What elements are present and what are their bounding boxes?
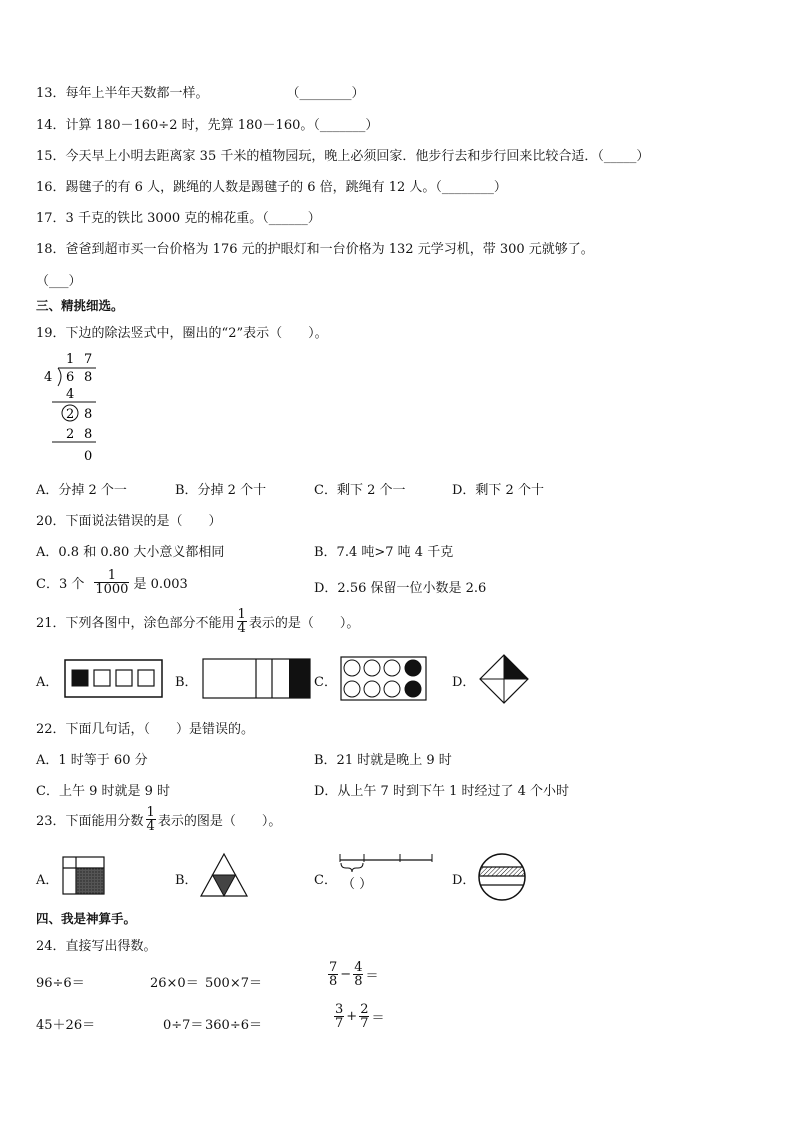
question-23-stem-suffix: 表示的图是（ ）。 [157, 814, 282, 829]
fraction-a [328, 961, 338, 988]
question-13: 13．每年上半年天数都一样。 （________） [36, 86, 365, 101]
fraction-denominator: 8 [329, 974, 338, 989]
calc-26-times-0[interactable]: 26×0＝ [150, 976, 199, 991]
question-18: 18．爸爸到超市买一台价格为 176 元的护眼灯和一台价格为 132 元学习机，带 300 元就够了。 [36, 242, 594, 257]
question-20-option-b[interactable]: B．7.4 吨>7 吨 4 千克 [314, 545, 454, 560]
figure-21d-diamond[interactable] [479, 654, 529, 704]
question-17: 17．3 千克的铁比 3000 克的棉花重。（______） [36, 211, 321, 226]
figure-21b-rectangle-strips[interactable] [202, 658, 312, 700]
question-22-option-d[interactable]: D．从上午 7 时到下午 1 时经过了 4 个小时 [314, 784, 570, 799]
first-product-digit: 4 [66, 387, 75, 402]
question-15: 15．今天早上小明去距离家 35 千米的植物园玩，晚上必须回家．他步行去和步行回来比较合适．（_____） [36, 149, 650, 164]
calc-360-div-6[interactable]: 360÷6＝ [205, 1018, 262, 1033]
quotient-tens-digit: 1 [66, 352, 75, 367]
section-4-heading: 四、我是神算手。 [36, 911, 137, 926]
fraction-one-thousandth [94, 569, 129, 596]
fraction-numerator: 1 [237, 607, 246, 622]
operator: + [346, 1009, 358, 1024]
second-product-ones-digit: 8 [84, 427, 93, 442]
question-20-option-c[interactable] [36, 569, 188, 596]
fraction-denominator: 8 [354, 974, 363, 989]
figure-23b-triangle[interactable] [199, 852, 249, 898]
question-23-label-a[interactable]: A． [36, 873, 59, 888]
quotient-ones-digit: 7 [84, 352, 93, 367]
division-bracket [58, 368, 61, 386]
question-19-option-a[interactable]: A．分掉 2 个一 [36, 483, 127, 498]
fraction-numerator: 7 [329, 960, 338, 975]
figure-23c-segmented-line[interactable] [338, 850, 434, 894]
question-21-label-c[interactable]: C． [314, 675, 337, 690]
calc-45-plus-26[interactable]: 45＋26＝ [36, 1018, 96, 1033]
figure-21c-circles[interactable] [340, 656, 428, 702]
question-18-blank: （___） [36, 274, 82, 289]
fraction-one-quarter [146, 806, 156, 833]
long-division-figure [36, 346, 116, 466]
question-23-label-d[interactable]: D． [452, 873, 476, 888]
question-20-option-a[interactable]: A．0.8 和 0.80 大小意义都相同 [36, 545, 225, 560]
question-14: 14．计算 180－160÷2 时，先算 180－160。（_______） [36, 118, 379, 133]
figure-23a-partitioned-square[interactable] [62, 856, 106, 896]
fraction-b [359, 1003, 369, 1030]
circled-remainder-digit: 2 [66, 407, 75, 422]
question-22-stem: 22．下面几句话，（ ）是错误的。 [36, 722, 255, 737]
question-23-stem-prefix: 23．下面能用分数 [36, 814, 144, 829]
question-19-stem: 19．下边的除法竖式中，圈出的“2”表示（ ）。 [36, 326, 328, 341]
question-22-option-a[interactable]: A．1 时等于 60 分 [36, 753, 148, 768]
fraction-b [353, 961, 363, 988]
question-16: 16．踢毽子的有 6 人，跳绳的人数是踢毽子的 6 倍，跳绳有 12 人。（________） [36, 180, 507, 195]
brought-down-digit: 8 [84, 407, 93, 422]
figure-23d-striped-circle[interactable] [477, 852, 527, 902]
fraction-one-quarter [237, 608, 247, 635]
question-20-stem: 20．下面说法错误的是（ ） [36, 514, 222, 529]
question-21-stem-suffix: 表示的是（ ）。 [248, 616, 360, 631]
calc-96-div-6[interactable]: 96÷6＝ [36, 976, 85, 991]
fraction-numerator: 2 [360, 1002, 369, 1017]
calc-0-div-7[interactable]: 0÷7＝ [163, 1018, 204, 1033]
equals-sign: ＝ [365, 969, 379, 984]
fraction-denominator: 4 [237, 621, 246, 636]
fraction-denominator: 4 [146, 819, 155, 834]
question-23-label-b[interactable]: B． [175, 873, 198, 888]
calc-fraction-3-7-plus-2-7[interactable] [332, 1003, 384, 1030]
brace-blank-label: （ ） [342, 877, 373, 892]
final-remainder-digit: 0 [84, 449, 93, 464]
question-20-option-c-suffix: 是 0.003 [133, 577, 188, 592]
fraction-numerator: 1 [107, 568, 117, 583]
question-20-option-c-prefix: C．3 个 [36, 577, 85, 592]
question-21-label-b[interactable]: B． [175, 675, 198, 690]
question-21-stem [36, 608, 359, 635]
equals-sign: ＝ [371, 1011, 385, 1026]
calc-500-times-7[interactable]: 500×7＝ [205, 976, 262, 991]
question-24-stem: 24．直接写出得数。 [36, 939, 157, 954]
question-19-option-c[interactable]: C．剩下 2 个一 [314, 483, 406, 498]
question-19-option-b[interactable]: B．分掉 2 个十 [175, 483, 267, 498]
fraction-numerator: 4 [354, 960, 363, 975]
question-21-label-a[interactable]: A． [36, 675, 59, 690]
question-22-option-b[interactable]: B．21 时就是晚上 9 时 [314, 753, 452, 768]
question-20-option-d[interactable]: D．2.56 保留一位小数是 2.6 [314, 581, 487, 596]
fraction-denominator: 7 [360, 1016, 369, 1031]
question-22-option-c[interactable]: C．上午 9 时就是 9 时 [36, 784, 171, 799]
second-product-tens-digit: 2 [66, 427, 75, 442]
divisor-digit: 4 [44, 370, 53, 385]
question-23-stem [36, 806, 281, 833]
fraction-denominator: 1000 [95, 582, 129, 597]
fraction-a [334, 1003, 344, 1030]
fraction-numerator: 1 [146, 805, 155, 820]
question-21-label-d[interactable]: D． [452, 675, 476, 690]
calc-fraction-7-8-minus-4-8[interactable] [326, 961, 378, 988]
dividend-tens-digit: 6 [66, 370, 75, 385]
question-21-stem-prefix: 21．下列各图中，涂色部分不能用 [36, 616, 235, 631]
dividend-ones-digit: 8 [84, 370, 93, 385]
operator: − [340, 967, 352, 982]
fraction-denominator: 7 [335, 1016, 344, 1031]
question-23-label-c[interactable]: C． [314, 873, 337, 888]
figure-21a-squares[interactable] [64, 659, 164, 699]
question-19-option-d[interactable]: D．剩下 2 个十 [452, 483, 544, 498]
section-3-heading: 三、精挑细选。 [36, 298, 124, 313]
fraction-numerator: 3 [335, 1002, 344, 1017]
